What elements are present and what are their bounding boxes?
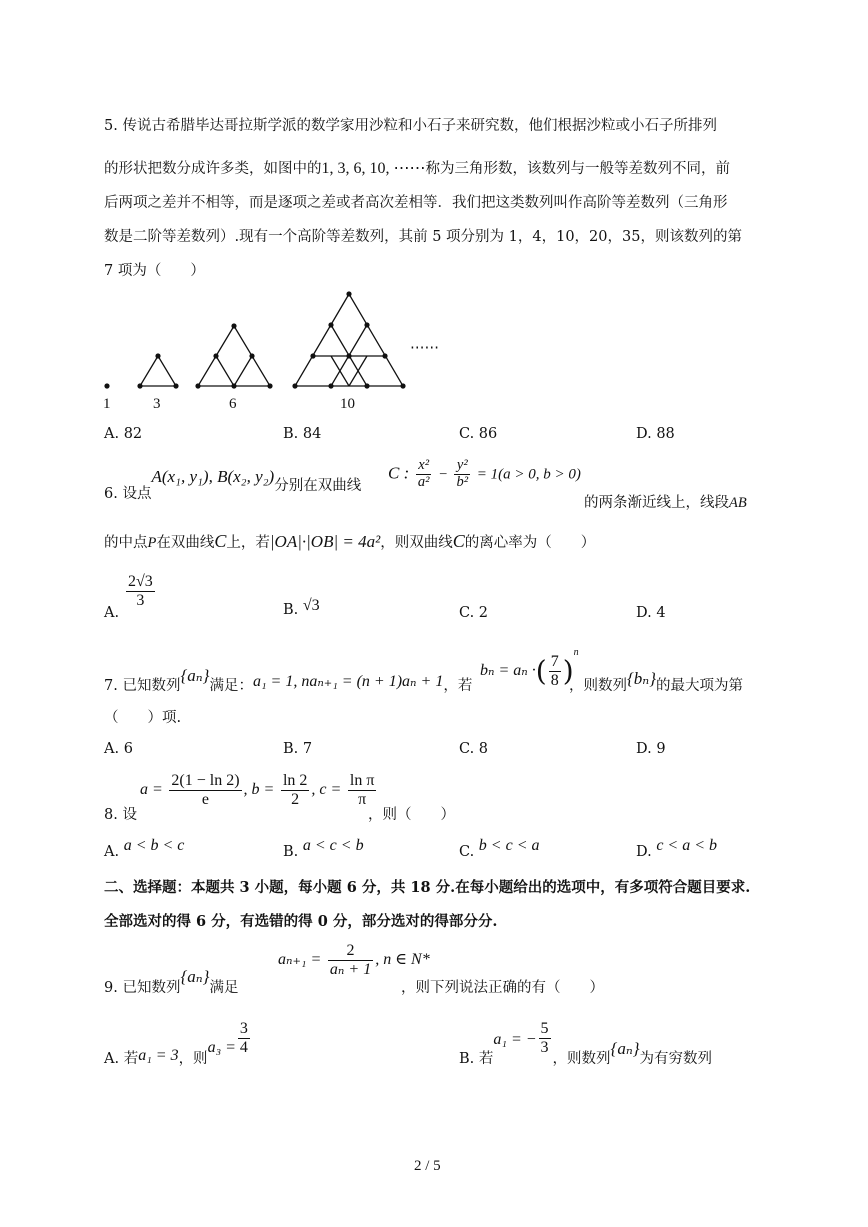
q7-line2: （ ）项. bbox=[104, 710, 182, 726]
q7-then: ，则数列 bbox=[569, 678, 627, 694]
q8-a-num: 2(1 − ln 2) bbox=[171, 772, 240, 789]
q5-option-b[interactable]: B. 84 bbox=[283, 426, 322, 442]
section2-line2: 全部选对的得 6 分，有选错的得 0 分，部分选对的得部分分. bbox=[104, 913, 498, 930]
q6-hyperbola: C : $\frac{\text{x²}}{\text{a²}}$ − $\frac{\text{y²}}{\text{b²}}$ = 1(a > 0, b > 0) bbox=[388, 457, 581, 490]
q5-sequence: 1, 3, 6, 10, ⋯⋯ bbox=[321, 160, 426, 177]
q5-option-d[interactable]: D. 88 bbox=[636, 426, 675, 442]
q6-option-a-num: 2√3 bbox=[128, 573, 153, 590]
q6-mid-text: 分别在双曲线 bbox=[274, 478, 362, 494]
q8-b-num: ln 2 bbox=[282, 772, 308, 789]
q9-rec-den: aₙ + 1 bbox=[329, 960, 372, 978]
q8-number: 8. 设 bbox=[104, 807, 137, 823]
q6-curve-c: C bbox=[214, 531, 227, 551]
q6-line1-tail bbox=[584, 491, 747, 512]
q5-option-a[interactable]: A. 82 bbox=[104, 426, 143, 442]
q7-exponent: n bbox=[573, 647, 579, 659]
q9-option-a-a3: a₃ = bbox=[207, 1039, 236, 1057]
q6-line2-a: 的中点 bbox=[104, 535, 148, 551]
q7-seq-a: {aₙ} bbox=[180, 666, 210, 685]
q8-b-lhs: , b = bbox=[243, 781, 275, 799]
q7-tail: 的最大项为第 bbox=[656, 678, 743, 694]
q7-option-d[interactable]: D. 9 bbox=[636, 741, 666, 757]
q6-condition: = 1(a > 0, b > 0) bbox=[476, 466, 581, 483]
q9-option-a[interactable] bbox=[104, 1012, 252, 1068]
q9-recurrence bbox=[278, 942, 430, 978]
page-number: 2 / 5 bbox=[414, 1158, 441, 1174]
figure-ellipsis: ⋯⋯ bbox=[410, 340, 439, 356]
q8-option-a-expr: a < b < c bbox=[123, 837, 185, 854]
q8-option-a-label: A. bbox=[104, 844, 120, 860]
q8-definitions bbox=[140, 772, 378, 808]
q8-option-c-label: C. bbox=[459, 844, 475, 860]
q5-line2 bbox=[104, 157, 730, 178]
q6-option-d[interactable]: D. 4 bbox=[636, 605, 666, 621]
q7-recurrence: a₁ = 1, naₙ₊₁ = (n + 1)aₙ + 1 bbox=[252, 673, 444, 690]
q9-option-a-num: 3 bbox=[239, 1020, 248, 1037]
q6-segment-ab: AB bbox=[729, 495, 747, 511]
q9-rec-num: 2 bbox=[328, 942, 373, 961]
q5-line1: 5. 传说古希腊毕达哥拉斯学派的数学家用沙粒和小石子来研究数，他们根据沙粒或小石子所排列 bbox=[104, 118, 717, 134]
q8-option-d-label: D. bbox=[636, 844, 652, 860]
q8-c-lhs: , c = bbox=[311, 781, 342, 799]
q9-option-b-tail: 为有穷数列 bbox=[639, 1051, 713, 1068]
q8-tail: ，则（ ） bbox=[368, 807, 455, 823]
figure-label-6: 6 bbox=[229, 396, 237, 412]
q9-option-b-num: 5 bbox=[540, 1020, 549, 1037]
q8-option-d-expr: c < a < b bbox=[656, 837, 718, 854]
q9-rec-lhs: aₙ₊₁ = bbox=[278, 951, 322, 969]
q6-option-b-value: √3 bbox=[302, 597, 320, 614]
q8-option-b[interactable] bbox=[283, 837, 364, 860]
q7-bn-def: bₙ = aₙ ·( $\frac{7}{8}$ )$^n$ bbox=[480, 647, 579, 689]
q5-line2-post: 称为三角形数，该数列与一般等差数列不同，前 bbox=[425, 161, 730, 177]
q6-line2-e: 的离心率为（ ） bbox=[464, 535, 596, 551]
q5-line2-pre: 的形状把数分成许多类，如图中的 bbox=[104, 161, 322, 177]
q6-frac-y: $\frac{\text{y²}}{\text{b²}}$ bbox=[456, 457, 469, 490]
q9-option-a-pre: A. 若 bbox=[104, 1051, 139, 1068]
q8-option-d[interactable] bbox=[636, 837, 718, 860]
q9-rec-tail: , n ∈ N* bbox=[375, 951, 430, 969]
q8-a-den: e bbox=[201, 790, 210, 808]
q7-option-c[interactable]: C. 8 bbox=[459, 741, 489, 757]
q6-tail: 的两条渐近线上，线段 bbox=[584, 495, 729, 511]
q5-line5: 7 项为（ ） bbox=[104, 263, 205, 279]
q5-line4: 数是二阶等差数列）.现有一个高阶等差数列，其前 5 项分别为 1，4，10，20，35，则该数列的第 bbox=[104, 229, 742, 245]
figure-label-1: 1 bbox=[103, 396, 111, 412]
q8-option-b-label: B. bbox=[283, 844, 299, 860]
q9-option-b-den: 3 bbox=[540, 1038, 549, 1056]
q8-option-a[interactable] bbox=[104, 837, 185, 860]
q6-point-p: P bbox=[147, 535, 157, 551]
q9-option-b[interactable] bbox=[459, 1010, 713, 1068]
q6-option-b-label: B. bbox=[283, 602, 299, 618]
q9-option-a-den: 4 bbox=[239, 1038, 248, 1056]
q6-line2 bbox=[104, 531, 595, 552]
q9-number: 9. 已知数列 bbox=[104, 980, 181, 996]
q8-c-den: π bbox=[358, 790, 367, 808]
q7-line1 bbox=[104, 666, 473, 695]
q7-option-b[interactable]: B. 7 bbox=[283, 741, 313, 757]
q6-line2-c: 上，若 bbox=[226, 535, 270, 551]
q6-line2-d: ，则双曲线 bbox=[380, 535, 453, 551]
q6-number: 6. 设点 bbox=[104, 486, 152, 502]
q7-mid: 满足： bbox=[209, 678, 253, 694]
triangular-numbers-figure bbox=[96, 286, 456, 416]
q9-option-b-mid: ，则数列 bbox=[552, 1051, 611, 1068]
q8-option-c-expr: b < c < a bbox=[478, 837, 540, 854]
q7-seq-b: {bₙ} bbox=[627, 669, 656, 688]
q6-curve-label: C : bbox=[388, 463, 410, 483]
q6-line1 bbox=[104, 466, 362, 502]
q6-points: A(x₁, y₁), B(x₂, y₂) bbox=[151, 467, 275, 486]
q7-option-a[interactable]: A. 6 bbox=[104, 741, 133, 757]
q7-bn: bₙ = aₙ · bbox=[480, 662, 536, 680]
q9-option-b-pre: B. 若 bbox=[459, 1051, 494, 1068]
figure-label-3: 3 bbox=[153, 396, 161, 412]
q7-frac-den: 8 bbox=[550, 671, 559, 689]
q5-option-c[interactable]: C. 86 bbox=[459, 426, 498, 442]
q9-option-b-a1: a₁ = − bbox=[493, 1031, 537, 1049]
q6-option-b[interactable] bbox=[283, 597, 320, 619]
q9-option-a-mid: ，则 bbox=[178, 1051, 208, 1068]
q8-c-num: ln π bbox=[349, 772, 375, 789]
q8-a-lhs: a = bbox=[140, 781, 163, 799]
q6-option-a-frac bbox=[124, 573, 157, 609]
q9-mid: 满足 bbox=[209, 980, 239, 996]
q8-option-b-expr: a < c < b bbox=[302, 837, 364, 854]
q9-option-a-a1: a₁ = 3 bbox=[138, 1047, 179, 1065]
q7-frac-num: 7 bbox=[550, 653, 559, 670]
q6-frac-x: $\frac{\text{x²}}{\text{a²}}$ bbox=[417, 457, 430, 490]
q9-line1 bbox=[104, 967, 239, 997]
q6-line2-b: 在双曲线 bbox=[156, 535, 215, 551]
q5-line3: 后两项之差并不相等，而是逐项之差或者高次差相等．我们把这类数列叫作高阶等差数列（三角形 bbox=[104, 195, 728, 211]
q9-seq-a: {aₙ} bbox=[180, 967, 210, 986]
figure-label-10: 10 bbox=[340, 396, 355, 412]
q6-option-a[interactable]: A. bbox=[104, 605, 120, 621]
q6-option-c[interactable]: C. 2 bbox=[459, 605, 489, 621]
q6-option-a-den: 3 bbox=[136, 591, 145, 609]
q6-oa-ob: |OA|·|OB| = 4a² bbox=[269, 532, 381, 551]
q8-b-den: 2 bbox=[291, 790, 300, 808]
section2-line1: 二、选择题：本题共 3 小题，每小题 6 分，共 18 分.在每小题给出的选项中，有多项符合题目要求. bbox=[104, 879, 751, 896]
q9-option-b-seq: {aₙ} bbox=[610, 1039, 640, 1059]
q6-curve-c-2: C bbox=[452, 531, 465, 551]
q7-number: 7. 已知数列 bbox=[104, 678, 181, 694]
q7-if: ，若 bbox=[443, 678, 473, 694]
q8-option-c[interactable] bbox=[459, 837, 540, 860]
q9-tail: ，则下列说法正确的有（ ） bbox=[401, 980, 604, 996]
q7-line1-tail bbox=[569, 669, 743, 695]
